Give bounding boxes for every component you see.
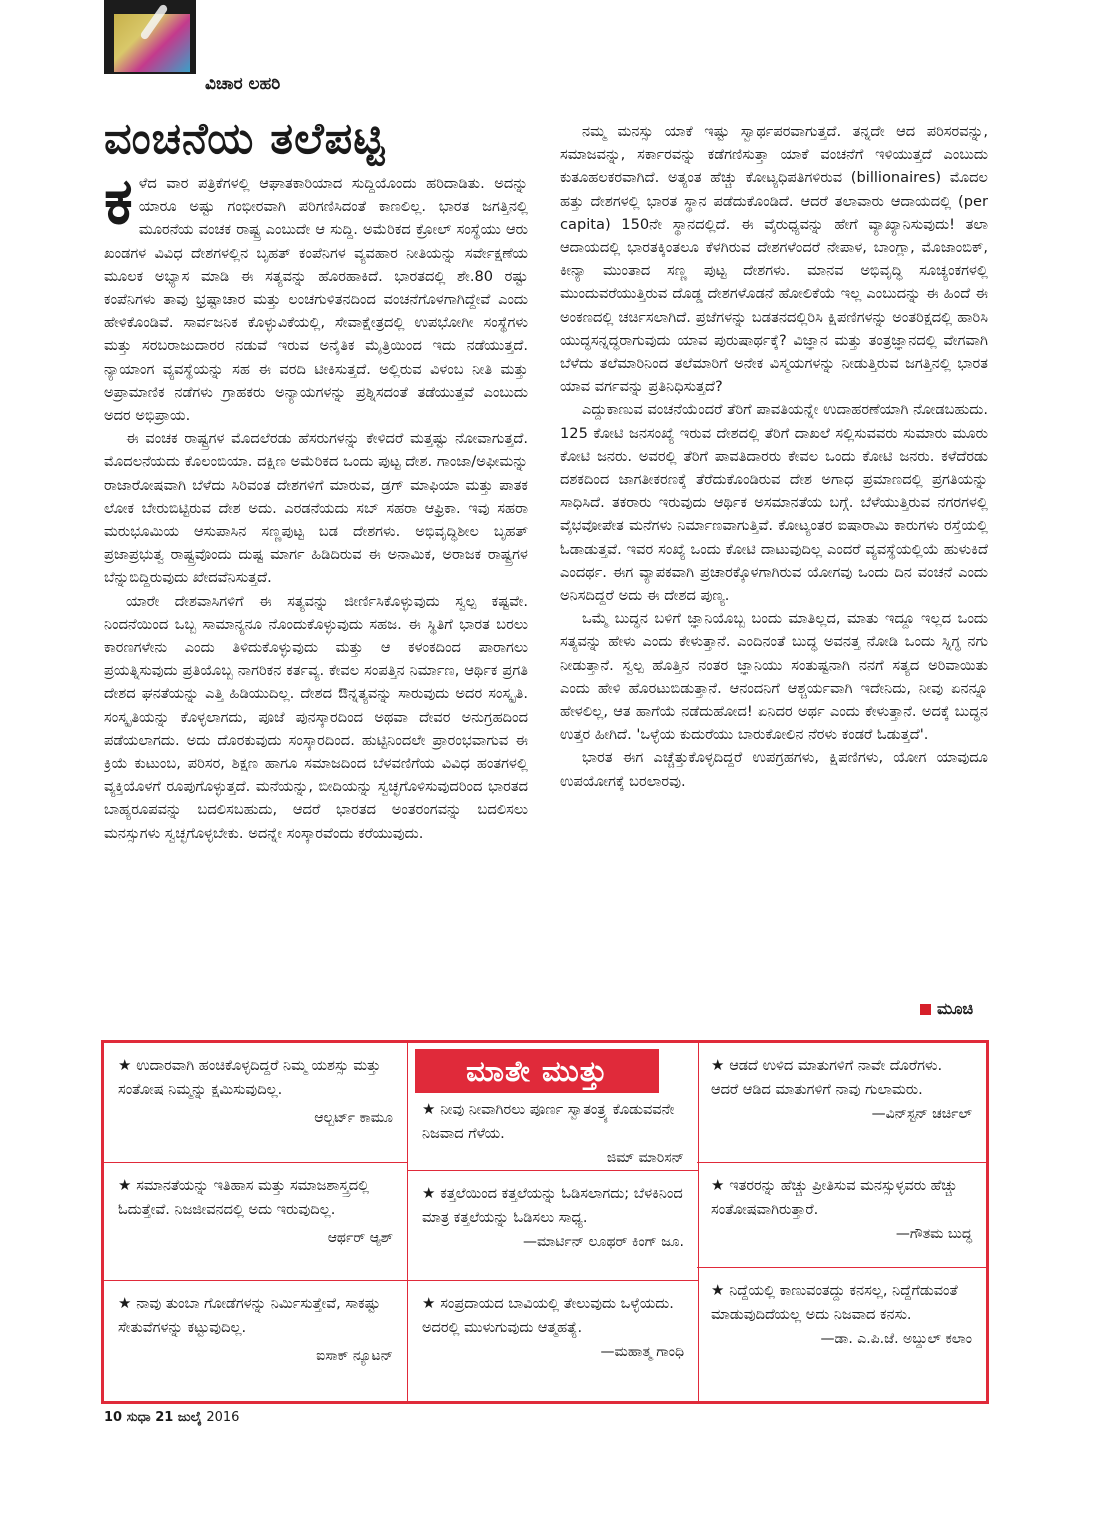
quote-author: —ವಿನ್‌ಸ್ಟನ್ ಚರ್ಚಿಲ್ [871, 1106, 972, 1122]
article-paragraph: ನಮ್ಮ ಮನಸ್ಸು ಯಾಕೆ ಇಷ್ಟು ಸ್ವಾರ್ಥಪರವಾಗುತ್ತದೆ. ತನ್ನದೇ ಆದ ಪರಿಸರವನ್ನು, ಸಮಾಜವನ್ನು, ಸರ್ಕಾರವನ್ನು ಕಡೆಗಣಿಸುತ್ತಾ ಯಾಕೆ ವಂಚನೆಗೆ ಇಳಿಯುತ್ತದೆ ಎಂಬುದು ಕುತೂಹಲಕರವಾಗಿದೆ. ಅತ್ಯಂತ ಹೆಚ್ಚು ಕೋಟ್ಯಧಿಪತಿಗಳಿರುವ (billionaires) ಮೊದಲ ಹತ್ತು ದೇಶಗಳಲ್ಲಿ ಭಾರತ ಸ್ಥಾನ ಪಡೆದುಕೊಂಡಿದೆ. ಆದರೆ ತಲಾವಾರು ಆದಾಯದಲ್ಲಿ (per capita) 150ನೇ ಸ್ಥಾನದಲ್ಲಿದೆ. ಈ ವೈರುಧ್ಯವನ್ನು ಹೇಗೆ ವ್ಯಾಖ್ಯಾನಿಸುವುದು! ತಲಾ ಆದಾಯದಲ್ಲಿ ಭಾರತಕ್ಕಿಂತಲೂ ಕೆಳಗಿರುವ ದೇಶಗಳೆಂದರೆ ನೇಪಾಳ, ಬಾಂಗ್ಲಾ, ಮೊಜಾಂಬಿಕ್, ಕೀನ್ಯಾ ಮುಂತಾದ ಸಣ್ಣ ಪುಟ್ಟ ದೇಶಗಳು. ಮಾನವ ಅಭಿವೃದ್ಧಿ ಸೂಚ್ಯಂಕಗಳಲ್ಲಿ ಮುಂದುವರೆಯುತ್ತಿರುವ ದೊಡ್ಡ ದೇಶಗಳೊಡನೆ ಹೋಲಿಕೆಯೆ ಇಲ್ಲ ಎಂಬುದನ್ನು ಈ ಹಿಂದೆ ಈ ಅಂಕಣದಲ್ಲಿ ಚರ್ಚಿಸಲಾಗಿದೆ. ಪ್ರಜೆಗಳನ್ನು ಬಡತನದಲ್ಲಿರಿಸಿ ಕ್ಷಿಪಣಿಗಳನ್ನು ಅಂತರಿಕ್ಷದಲ್ಲಿ ಹಾರಿಸಿ ಯುದ್ಧಸನ್ನದ್ಧರಾಗುವುದು ಯಾವ ಪುರುಷಾರ್ಥಕ್ಕೆ? ವಿಜ್ಞಾನ ಮತ್ತು ತಂತ್ರಜ್ಞಾನದಲ್ಲಿ ವೇಗವಾಗಿ ಬೆಳೆದು ತಲೆಮಾರಿನಿಂದ ತಲೆಮಾರಿಗೆ ಅನೇಕ ವಿಸ್ಮಯಗಳನ್ನು ನೀಡುತ್ತಿರುವ ಜಗತ್ತಿನಲ್ಲಿ ಭಾರತ ಯಾವ ವರ್ಗವನ್ನು ಪ್ರತಿನಿಧಿಸುತ್ತದೆ? [560, 123, 988, 396]
quote-author: ಜಿಮ್ ಮಾರಿಸನ್ [606, 1150, 684, 1166]
quote-author: —ಡಾ. ಎ.ಪಿ.ಜೆ. ಅಬ್ದುಲ್ ಕಲಾಂ [820, 1331, 972, 1347]
article-column-left [104, 172, 528, 1027]
page-number: 10 [104, 1410, 123, 1425]
author-byline [920, 999, 973, 1019]
article-paragraph: ಈ ವಂಚಕ ರಾಷ್ಟ್ರಗಳ ಮೊದಲೆರಡು ಹೆಸರುಗಳನ್ನು ಕೇಳಿದರೆ ಮತ್ತಷ್ಟು ನೋವಾಗುತ್ತದೆ. ಮೊದಲನೆಯದು ಕೊಲಂಬಿಯಾ. ದಕ್ಷಿಣ ಅಮೆರಿಕದ ಒಂದು ಪುಟ್ಟ ದೇಶ. ಗಾಂಜಾ/ಅಫೀಮನ್ನು ರಾಜಾರೋಷವಾಗಿ ಬೆಳೆದು ಸಿರಿವಂತ ದೇಶಗಳಿಗೆ ಮಾರುವ, ಡ್ರಗ್ ಮಾಫಿಯಾ ಮತ್ತು ಪಾತಕ ಲೋಕ ಬೇರುಬಿಟ್ಟಿರುವ ದೇಶ ಅದು. ಎರಡನೆಯದು ಸಬ್ ಸಹರಾ ಆಫ್ರಿಕಾ. ಇವು ಸಹರಾ ಮರುಭೂಮಿಯ ಆಸುಪಾಸಿನ ಸಣ್ಣಪುಟ್ಟ ಬಡ ದೇಶಗಳು. ಅಭಿವೃದ್ಧಿಶೀಲ ಬೃಹತ್ ಪ್ರಜಾಪ್ರಭುತ್ವ ರಾಷ್ಟ್ರವೊಂದು ದುಷ್ಟ ಮಾರ್ಗ ಹಿಡಿದಿರುವ ಈ ಅನಾಮಿಕ, ಅರಾಜಕ ರಾಷ್ಟ್ರಗಳ ಬೆನ್ನುಬಿದ್ದಿರುವುದು ಖೇದವೆನಿಸುತ್ತದೆ. [104, 430, 528, 587]
quote-cell [408, 1281, 698, 1401]
issue-date: 21 ಜುಲೈ [155, 1410, 202, 1425]
drop-cap: ಕ [104, 172, 133, 239]
quotes-title: ಮಾತೇ ಮುತ್ತು [415, 1049, 659, 1093]
article-paragraph: ಕಳೆದ ವಾರ ಪತ್ರಿಕೆಗಳಲ್ಲಿ ಆಘಾತಕಾರಿಯಾದ ಸುದ್ದಿಯೊಂದು ಹರಿದಾಡಿತು. ಅದನ್ನು ಯಾರೂ ಅಷ್ಟು ಗಂಭೀರವಾಗಿ ಪರಿಗಣಿಸಿದಂತೆ ಕಾಣಲಿಲ್ಲ. ಭಾರತ ಜಗತ್ತಿನಲ್ಲಿ ಮೂರನೆಯ ವಂಚಕ ರಾಷ್ಟ್ರ ಎಂಬುದೇ ಆ ಸುದ್ದಿ. ಅಮೆರಿಕದ ಕ್ರೋಲ್ ಸಂಸ್ಥೆಯು ಆರು ಖಂಡಗಳ ವಿವಿಧ ದೇಶಗಳಲ್ಲಿನ ಬೃಹತ್ ಕಂಪೆನಿಗಳ ವ್ಯವಹಾರ ನೀತಿಯನ್ನು ಸರ್ವೇಕ್ಷಣೆಯ ಮೂಲಕ ಅಭ್ಯಾಸ ಮಾಡಿ ಈ ಸತ್ಯವನ್ನು ಹೊರಹಾಕಿದೆ. ಭಾರತದಲ್ಲಿ ಶೇ.80 ರಷ್ಟು ಕಂಪೆನಿಗಳು ತಾವು ಭ್ರಷ್ಟಾಚಾರ ಮತ್ತು ಲಂಚಗುಳಿತನದಿಂದ ವಂಚನೆಗೊಳಗಾಗಿದ್ದೇವೆ ಎಂದು ಹೇಳಿಕೊಂಡಿವೆ. ಸಾರ್ವಜನಿಕ ಕೊಳ್ಳುವಿಕೆಯಲ್ಲಿ, ಸೇವಾಕ್ಷೇತ್ರದಲ್ಲಿ ಉಪಭೋಗೀ ಸಂಸ್ಥೆಗಳು ಮತ್ತು ಸರಬರಾಜುದಾರರ ನಡುವೆ ಇರುವ ಅನೈತಿಕ ಮೈತ್ರಿಯಿಂದ ಇದು ನಡೆಯುತ್ತದೆ. ನ್ಯಾಯಾಂಗ ವ್ಯವಸ್ಥೆಯನ್ನು ಸಹ ಈ ವರದಿ ಟೀಕಿಸುತ್ತದೆ. ಅಲ್ಲಿರುವ ವಿಳಂಬ ನೀತಿ ಮತ್ತು ಅಪ್ರಾಮಾಣಿಕ ನಡೆಗಳು ಗ್ರಾಹಕರು ಅನ್ಯಾಯಗಳನ್ನು ಪ್ರಶ್ನಿಸದಂತೆ ತಡೆಯುತ್ತವೆ ಎಂಬುದು ಅದರ ಅಭಿಪ್ರಾಯ. [104, 172, 528, 425]
quote-cell [408, 1095, 698, 1171]
quotes-column-1 [104, 1043, 407, 1401]
quote-text: ★ ಸಂಪ್ರದಾಯದ ಬಾವಿಯಲ್ಲಿ ತೇಲುವುದು ಒಳ್ಳೆಯದು. ಅದರಲ್ಲಿ ಮುಳುಗುವುದು ಆತ್ಮಹತ್ಯೆ. [422, 1291, 684, 1340]
issue-year: 2016 [206, 1410, 240, 1425]
quote-cell [104, 1043, 407, 1163]
quote-text: ★ ನಾವು ತುಂಬಾ ಗೋಡೆಗಳನ್ನು ನಿರ್ಮಿಸುತ್ತೇವೆ, ಸಾಕಷ್ಟು ಸೇತುವೆಗಳನ್ನು ಕಟ್ಟುವುದಿಲ್ಲ. [118, 1291, 393, 1340]
quote-author: ಆಲ್ಬರ್ಟ್ ಕಾಮೂ [314, 1110, 393, 1126]
article-headline: ವಂಚನೆಯ ತಲೆಪಟ್ಟಿ [104, 114, 386, 164]
magazine-name: ಸುಧಾ [126, 1410, 151, 1425]
article-paragraph: ಭಾರತ ಈಗ ಎಚ್ಚೆತ್ತುಕೊಳ್ಳದಿದ್ದರೆ ಉಪಗ್ರಹಗಳು, ಕ್ಷಿಪಣಿಗಳು, ಯೋಗ ಯಾವುದೂ ಉಪಯೋಗಕ್ಕೆ ಬರಲಾರವು. [560, 749, 988, 790]
quotes-column-3 [697, 1043, 986, 1401]
quote-text: ★ ಸಮಾನತೆಯನ್ನು ಇತಿಹಾಸ ಮತ್ತು ಸಮಾಜಶಾಸ್ತ್ರದಲ್ಲಿ ಓದುತ್ತೇವೆ. ನಿಜಜೀವನದಲ್ಲಿ ಅದು ಇರುವುದಿಲ್ಲ. [118, 1173, 393, 1222]
quotes-column-2 [407, 1043, 699, 1401]
quote-cell [104, 1163, 407, 1281]
quote-cell [697, 1043, 986, 1163]
author-name: ಮೂಚಿ [937, 999, 974, 1018]
quote-author: —ಮಹಾತ್ಮ ಗಾಂಧಿ [600, 1344, 684, 1360]
quote-author: ಐಸಾಕ್ ನ್ಯೂಟನ್ [316, 1348, 393, 1364]
red-square-icon [920, 1004, 931, 1015]
quote-cell [697, 1163, 986, 1268]
article-column-right [560, 120, 988, 1000]
page-footer [104, 1410, 239, 1425]
section-label: ವಿಚಾರ ಲಹರಿ [205, 74, 281, 94]
article-paragraph: ಯಾರೇ ದೇಶವಾಸಿಗಳಿಗೆ ಈ ಸತ್ಯವನ್ನು ಜೀರ್ಣಿಸಿಕೊಳ್ಳುವುದು ಸ್ವಲ್ಪ ಕಷ್ಟವೇ. ನಿಂದನೆಯಿಂದ ಒಬ್ಬ ಸಾಮಾನ್ಯನೂ ನೊಂದುಕೊಳ್ಳುವುದು ಸಹಜ. ಈ ಸ್ಥಿತಿಗೆ ಭಾರತ ಬರಲು ಕಾರಣಗಳೇನು ಎಂದು ತಿಳಿದುಕೊಳ್ಳುವುದು ಮತ್ತು ಆ ಕಳಂಕದಿಂದ ಪಾರಾಗಲು ಪ್ರಯತ್ನಿಸುವುದು ಪ್ರತಿಯೊಬ್ಬ ನಾಗರಿಕನ ಕರ್ತವ್ಯ. ಕೇವಲ ಸಂಪತ್ತಿನ ನಿರ್ಮಾಣ, ಆರ್ಥಿಕ ಪ್ರಗತಿ ದೇಶದ ಘನತೆಯನ್ನು ಎತ್ತಿ ಹಿಡಿಯುದಿಲ್ಲ. ದೇಶದ ಔನ್ನತ್ಯವನ್ನು ಸಾರುವುದು ಅದರ ಸಂಸ್ಕೃತಿ. ಸಂಸ್ಕೃತಿಯನ್ನು ಕೊಳ್ಳಲಾಗದು, ಪೂಜೆ ಪುನಸ್ಕಾರದಿಂದ ಅಥವಾ ದೇವರ ಅನುಗ್ರಹದಿಂದ ಪಡೆಯಲಾಗದು. ಅದು ದೊರಕುವುದು ಸಂಸ್ಕಾರದಿಂದ. ಹುಟ್ಟಿನಿಂದಲೇ ಪ್ರಾರಂಭವಾಗುವ ಈ ಕ್ರಿಯೆ ಕುಟುಂಬ, ಪರಿಸರ, ಶಿಕ್ಷಣ ಹಾಗೂ ಸಮಾಜದಿಂದ ಬೆಳವಣಿಗೆಯ ವಿವಿಧ ಹಂತಗಳಲ್ಲಿ ವ್ಯಕ್ತಿಯೊಳಗೆ ರೂಪುಗೊಳ್ಳುತ್ತದೆ. ಮನೆಯನ್ನು, ಬೀದಿಯನ್ನು ಸ್ವಚ್ಛಗೊಳಿಸುವುದರಿಂದ ಭಾರತದ ಬಾಹ್ಯರೂಪವನ್ನು ಬದಲಿಸಬಹುದು, ಆದರೆ ಭಾರತದ ಅಂತರಂಗವನ್ನು ಬದಲಿಸಲು ಮನಸ್ಸುಗಳು ಸ್ವಚ್ಛಗೊಳ್ಳಬೇಕು. ಅದನ್ನೇ ಸಂಸ್ಕಾರವೆಂದು ಕರೆಯುವುದು. [104, 592, 528, 842]
quote-text: ★ ಆಡದೆ ಉಳಿದ ಮಾತುಗಳಿಗೆ ನಾವೇ ದೊರೆಗಳು. ಆದರೆ ಆಡಿದ ಮಾತುಗಳಿಗೆ ನಾವು ಗುಲಾಮರು. [711, 1053, 972, 1102]
quote-author: ಆರ್ಥರ್ ಆ್ಯಶ್ [327, 1230, 393, 1246]
quote-text: ★ ನಿದ್ದೆಯಲ್ಲಿ ಕಾಣುವಂತದ್ದು ಕನಸಲ್ಲ, ನಿದ್ದೆಗೆಡುವಂತೆ ಮಾಡುವುದಿದೆಯಲ್ಲ ಅದು ನಿಜವಾದ ಕನಸು. [711, 1278, 972, 1327]
article-paragraph: ಎದ್ದುಕಾಣುವ ವಂಚನೆಯೆಂದರೆ ತೆರಿಗೆ ಪಾವತಿಯನ್ನೇ ಉದಾಹರಣೆಯಾಗಿ ನೋಡಬಹುದು. 125 ಕೋಟಿ ಜನಸಂಖ್ಯೆ ಇರುವ ದೇಶದಲ್ಲಿ ತೆರಿಗೆ ದಾಖಲೆ ಸಲ್ಲಿಸುವವರು ಸುಮಾರು ಮೂರು ಕೋಟಿ ಜನರು. ಅವರಲ್ಲಿ ತೆರಿಗೆ ಪಾವತಿದಾರರು ಕೇವಲ ಒಂದು ಕೋಟಿ ಜನರು. ಕಳೆದೆರಡು ದಶಕದಿಂದ ಜಾಗತೀಕರಣಕ್ಕೆ ತೆರೆದುಕೊಂಡಿರುವ ದೇಶ ಅಗಾಧ ಪ್ರಮಾಣದಲ್ಲಿ ಪ್ರಗತಿಯನ್ನು ಸಾಧಿಸಿದೆ. ತಕರಾರು ಇರುವುದು ಆರ್ಥಿಕ ಅಸಮಾನತೆಯ ಬಗ್ಗೆ. ಬೆಳೆಯುತ್ತಿರುವ ನಗರಗಳಲ್ಲಿ ವೈಭವೋಪೇತ ಮನೆಗಳು ನಿರ್ಮಾಣವಾಗುತ್ತಿವೆ. ಕೋಟ್ಯಂತರ ಐಷಾರಾಮಿ ಕಾರುಗಳು ರಸ್ತೆಯಲ್ಲಿ ಓಡಾಡುತ್ತವೆ. ಇವರ ಸಂಖ್ಯೆ ಒಂದು ಕೋಟಿ ದಾಟುವುದಿಲ್ಲ ಎಂದರೆ ವ್ಯವಸ್ಥೆಯಲ್ಲಿಯೆ ಹುಳುಕಿದೆ ಎಂದರ್ಥ. ಈಗ ವ್ಯಾಪಕವಾಗಿ ಪ್ರಚಾರಕ್ಕೊಳಗಾಗಿರುವ ಯೋಗವು ಒಂದು ದಿನ ವಂಚನೆ ಎಂದು ಅನಿಸದಿದ್ದರೆ ಅದು ಈ ದೇಶದ ಪುಣ್ಯ. [560, 401, 988, 605]
quote-text: ★ ಉದಾರವಾಗಿ ಹಂಚಿಕೊಳ್ಳದಿದ್ದರೆ ನಿಮ್ಮ ಯಶಸ್ಸು ಮತ್ತು ಸಂತೋಷ ನಿಮ್ಮನ್ನು ಕ್ಷಮಿಸುವುದಿಲ್ಲ. [118, 1053, 393, 1102]
magazine-logo [104, 0, 196, 74]
quote-cell [408, 1171, 698, 1281]
quote-cell [104, 1281, 407, 1401]
quote-author: —ಗೌತಮ ಬುದ್ಧ [895, 1226, 972, 1242]
quote-cell [697, 1268, 986, 1401]
quote-text: ★ ನೀವು ನೀವಾಗಿರಲು ಪೂರ್ಣ ಸ್ವಾತಂತ್ರ್ಯ ಕೊಡುವವನೇ ನಿಜವಾದ ಗೆಳೆಯ. [422, 1097, 684, 1146]
quotes-box [101, 1040, 989, 1404]
article-paragraph: ಒಮ್ಮೆ ಬುದ್ಧನ ಬಳಿಗೆ ಜ್ಞಾನಿಯೊಬ್ಬ ಬಂದು ಮಾತಿಲ್ಲದ, ಮಾತು ಇದ್ದೂ ಇಲ್ಲದ ಒಂದು ಸತ್ಯವನ್ನು ಹೇಳು ಎಂದು ಕೇಳುತ್ತಾನೆ. ಎಂದಿನಂತೆ ಬುದ್ಧ ಅವನತ್ತ ನೋಡಿ ಒಂದು ಸ್ನಿಗ್ಧ ನಗು ನೀಡುತ್ತಾನೆ. ಸ್ವಲ್ಪ ಹೊತ್ತಿನ ನಂತರ ಜ್ಞಾನಿಯು ಸಂತುಷ್ಟನಾಗಿ ನನಗೆ ಸತ್ಯದ ಅರಿವಾಯಿತು ಎಂದು ಹೇಳಿ ಹೊರಟುಬಿಡುತ್ತಾನೆ. ಆನಂದನಿಗೆ ಆಶ್ಚರ್ಯವಾಗಿ ಇದೇನಿದು, ನೀವು ಏನನ್ನೂ ಹೇಳಲಿಲ್ಲ, ಆತ ಹಾಗೆಯೆ ನಡೆದುಹೋದ! ಏನಿದರ ಅರ್ಥ ಎಂದು ಕೇಳುತ್ತಾನೆ. ಅದಕ್ಕೆ ಬುದ್ಧನ ಉತ್ತರ ಹೀಗಿದೆ. 'ಒಳ್ಳೆಯ ಕುದುರೆಯು ಬಾರುಕೋಲಿನ ನೆರಳು ಕಂಡರೆ ಓಡುತ್ತದೆ'. [560, 610, 988, 744]
quote-text: ★ ಕತ್ತಲೆಯಿಂದ ಕತ್ತಲೆಯನ್ನು ಓಡಿಸಲಾಗದು; ಬೆಳಕಿನಿಂದ ಮಾತ್ರ ಕತ್ತಲೆಯನ್ನು ಓಡಿಸಲು ಸಾಧ್ಯ. [422, 1181, 684, 1230]
quote-text: ★ ಇತರರನ್ನು ಹೆಚ್ಚು ಪ್ರೀತಿಸುವ ಮನಸ್ಸುಳ್ಳವರು ಹೆಚ್ಚು ಸಂತೋಷವಾಗಿರುತ್ತಾರೆ. [711, 1173, 972, 1222]
quote-author: —ಮಾರ್ಟಿನ್ ಲೂಥರ್ ಕಿಂಗ್ ಜೂ. [523, 1234, 684, 1250]
